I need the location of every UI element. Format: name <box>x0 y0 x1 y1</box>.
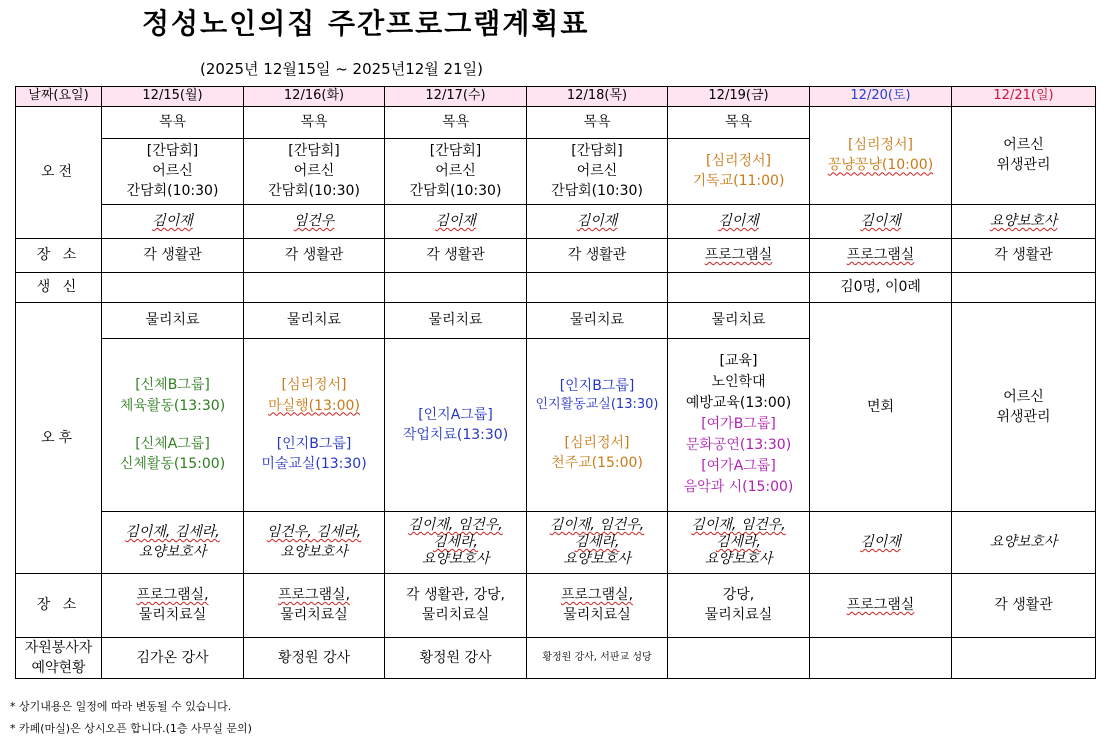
am-wed-line-3: 간담회(10:30) <box>409 183 502 200</box>
am-mon-line-3: 간담회(10:30) <box>126 183 219 200</box>
pm-tue-line-3: [인지B그룹] <box>276 435 352 452</box>
birthday-label: 생 신 <box>16 272 102 302</box>
pm-place-label: 장 소 <box>16 573 102 637</box>
pm-place-sat: 프로그램실 <box>810 573 952 637</box>
birthday-tue <box>244 272 385 302</box>
pm-wed-line-2: 작업치료(13:30) <box>402 426 509 443</box>
pm-physio-thu: 물리치료 <box>527 302 668 338</box>
am-staff-mon: 김이재 <box>102 204 244 238</box>
pm-place-fri: 강당, 물리치료실 <box>668 573 810 637</box>
day-header-sun: 12/21(일) <box>952 87 1096 107</box>
pm-fri-line-4: [여가B그룹] <box>701 416 776 433</box>
pm-tue-line-4: 미술교실(13:30) <box>261 456 367 473</box>
pm-program-wed <box>385 338 527 511</box>
pm-tue-line-1: [심리정서] <box>281 377 347 394</box>
pm-wed-line-1: [인지A그룹] <box>418 406 493 423</box>
day-header-mon: 12/15(월) <box>102 87 244 107</box>
volunteer-tue: 황정원 강사 <box>244 637 385 679</box>
am-program-thu <box>527 138 668 204</box>
pm-fri-line-1: [교육] <box>719 353 758 370</box>
pm-place-row <box>16 573 1096 637</box>
am-place-wed: 각 생활관 <box>385 238 527 272</box>
date-header-row <box>16 87 1096 107</box>
pm-place-wed: 각 생활관, 강당, 물리치료실 <box>385 573 527 637</box>
am-place-sat: 프로그램실 <box>810 238 952 272</box>
footnote-2: * 카페(마실)은 상시오픈 합니다.(1층 사무실 문의) <box>10 722 252 735</box>
pm-fri-line-6: [여가A그룹] <box>701 458 776 475</box>
footnote-1: * 상기내용은 일정에 따라 변동될 수 있습니다. <box>10 700 232 713</box>
am-program-sun <box>952 106 1096 204</box>
volunteer-sun <box>952 637 1096 679</box>
birthday-thu <box>527 272 668 302</box>
am-program-wed <box>385 138 527 204</box>
page-title: 정성노인의집 주간프로그램계획표 <box>142 7 590 40</box>
am-sun-line-1: 어르신 <box>1003 137 1044 154</box>
pm-place-tue: 프로그램실, 물리치료실 <box>244 573 385 637</box>
pm-thu-line-2: 인지활동교실(13:30) <box>535 397 659 413</box>
am-bath-fri: 목욕 <box>668 106 810 138</box>
pm-staff-thu: 김이재, 임건우, 김세라, 요양보호사 <box>527 511 668 573</box>
volunteer-sat <box>810 637 952 679</box>
day-header-wed: 12/17(수) <box>385 87 527 107</box>
day-header-thu: 12/18(목) <box>527 87 668 107</box>
pm-staff-fri: 김이재, 임건우, 김세라, 요양보호사 <box>668 511 810 573</box>
pm-physio-mon: 물리치료 <box>102 302 244 338</box>
birthday-sun <box>952 272 1096 302</box>
footnotes <box>10 696 252 740</box>
am-staff-row <box>16 204 1096 238</box>
am-program-fri <box>668 138 810 204</box>
day-header-sat: 12/20(토) <box>810 87 952 107</box>
am-staff-tue: 임건우 <box>244 204 385 238</box>
pm-mon-line-4: 신체활동(15:00) <box>119 456 226 473</box>
volunteer-label: 자원봉사자 예약현황 <box>16 637 102 679</box>
pm-physio-row <box>16 302 1096 338</box>
birthday-sat: 김0명, 이0례 <box>810 272 952 302</box>
pm-staff-row <box>16 511 1096 573</box>
pm-staff-sun: 요양보호사 <box>952 511 1096 573</box>
pm-staff-mon: 김이재, 김세라, 요양보호사 <box>102 511 244 573</box>
pm-staff-sat: 김이재 <box>810 511 952 573</box>
pm-program-thu <box>527 338 668 511</box>
am-tue-line-1: [간담회] <box>288 142 340 159</box>
pm-physio-fri: 물리치료 <box>668 302 810 338</box>
am-thu-line-2: 어르신 <box>576 163 618 180</box>
pm-program-sun <box>952 302 1096 511</box>
am-sat-line-1: [심리정서] <box>847 137 914 154</box>
am-staff-sat: 김이재 <box>810 204 952 238</box>
am-sat-line-2: 꽁냥꽁냥(10:00) <box>827 157 934 174</box>
am-label: 오전 <box>16 106 102 238</box>
birthday-row <box>16 272 1096 302</box>
am-bath-row <box>16 106 1096 138</box>
pm-mon-line-2: 체육활동(13:30) <box>119 397 226 414</box>
am-program-sat <box>810 106 952 204</box>
pm-tue-line-2: 마실행(13:00) <box>268 397 360 414</box>
pm-fri-line-7: 음악과 시(15:00) <box>683 479 794 496</box>
pm-physio-wed: 물리치료 <box>385 302 527 338</box>
am-staff-thu: 김이재 <box>527 204 668 238</box>
pm-sun-line-1: 어르신 <box>1003 388 1044 405</box>
am-tue-line-3: 간담회(10:30) <box>268 183 360 200</box>
pm-place-mon: 프로그램실, 물리치료실 <box>102 573 244 637</box>
pm-program-mon <box>102 338 244 511</box>
am-tue-line-2: 어르신 <box>293 163 335 180</box>
pm-place-sun: 각 생활관 <box>952 573 1096 637</box>
am-wed-line-2: 어르신 <box>435 163 476 180</box>
am-place-fri: 프로그램실 <box>668 238 810 272</box>
pm-physio-tue: 물리치료 <box>244 302 385 338</box>
am-bath-wed: 목욕 <box>385 106 527 138</box>
pm-fri-line-2: 노인학대 <box>711 374 766 391</box>
pm-program-fri <box>668 338 810 511</box>
pm-program-sat: 면회 <box>810 302 952 511</box>
pm-thu-line-3: [심리정서] <box>564 435 630 452</box>
am-bath-tue: 목욕 <box>244 106 385 138</box>
am-thu-line-1: [간담회] <box>571 142 623 159</box>
am-fri-line-2: 기독교(11:00) <box>692 173 785 190</box>
date-weekday-label: 날짜(요일) <box>16 87 102 107</box>
birthday-fri <box>668 272 810 302</box>
am-mon-line-2: 어르신 <box>152 163 193 180</box>
pm-thu-line-1: [인지B그룹] <box>559 377 635 394</box>
am-fri-line-1: [심리정서] <box>705 153 772 170</box>
am-staff-sun: 요양보호사 <box>952 204 1096 238</box>
volunteer-mon: 김가온 강사 <box>102 637 244 679</box>
volunteer-wed: 황정원 강사 <box>385 637 527 679</box>
day-header-tue: 12/16(화) <box>244 87 385 107</box>
am-program-mon <box>102 138 244 204</box>
volunteer-row <box>16 637 1096 679</box>
pm-label: 오후 <box>16 302 102 573</box>
pm-place-thu: 프로그램실, 물리치료실 <box>527 573 668 637</box>
am-wed-line-1: [간담회] <box>429 142 482 159</box>
pm-mon-line-1: [신체B그룹] <box>135 377 210 394</box>
am-place-tue: 각 생활관 <box>244 238 385 272</box>
am-mon-line-1: [간담회] <box>146 142 199 159</box>
am-place-thu: 각 생활관 <box>527 238 668 272</box>
am-staff-fri: 김이재 <box>668 204 810 238</box>
am-place-mon: 각 생활관 <box>102 238 244 272</box>
pm-thu-line-4: 천주교(15:00) <box>551 455 643 472</box>
am-program-tue <box>244 138 385 204</box>
pm-staff-wed: 김이재, 임건우, 김세라, 요양보호사 <box>385 511 527 573</box>
am-place-label: 장 소 <box>16 238 102 272</box>
am-bath-mon: 목욕 <box>102 106 244 138</box>
pm-program-tue <box>244 338 385 511</box>
weekly-schedule-table <box>15 86 1096 679</box>
birthday-mon <box>102 272 244 302</box>
pm-staff-tue: 임건우, 김세라, 요양보호사 <box>244 511 385 573</box>
am-sun-line-2: 위생관리 <box>996 157 1051 174</box>
schedule-period: (2025년 12월15일 ~ 2025년12월 21일) <box>200 60 483 78</box>
pm-mon-line-3: [신체A그룹] <box>135 435 210 452</box>
am-staff-wed: 김이재 <box>385 204 527 238</box>
pm-sun-line-2: 위생관리 <box>996 408 1051 425</box>
am-thu-line-3: 간담회(10:30) <box>551 183 643 200</box>
birthday-wed <box>385 272 527 302</box>
volunteer-thu: 황정원 강사, 서판교 성당 <box>527 637 668 679</box>
am-place-sun: 각 생활관 <box>952 238 1096 272</box>
am-place-row <box>16 238 1096 272</box>
am-bath-thu: 목욕 <box>527 106 668 138</box>
day-header-fri: 12/19(금) <box>668 87 810 107</box>
volunteer-fri <box>668 637 810 679</box>
pm-fri-line-5: 문화공연(13:30) <box>685 437 792 454</box>
pm-fri-line-3: 예방교육(13:00) <box>685 395 792 412</box>
